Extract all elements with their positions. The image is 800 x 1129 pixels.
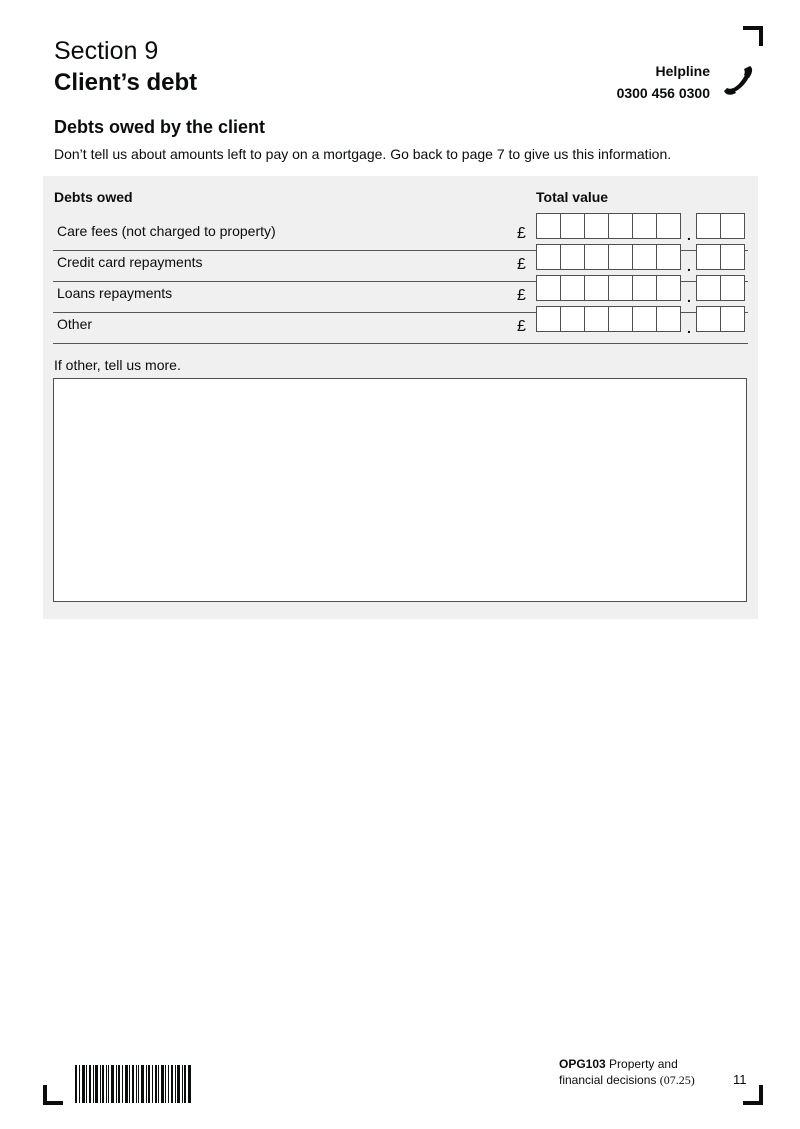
digit-box[interactable] <box>560 275 585 301</box>
debts-heading: Debts owed by the client <box>54 117 266 137</box>
crop-mark-bottom-left <box>43 1085 63 1105</box>
pound-sign: £ <box>517 287 526 304</box>
barcode-icon <box>75 1065 191 1103</box>
pence-amount-field[interactable] <box>696 244 745 270</box>
digit-box[interactable] <box>608 275 633 301</box>
digit-box[interactable] <box>656 306 681 332</box>
digit-box[interactable] <box>608 213 633 239</box>
form-title-line-2: financial decisions <box>559 1073 657 1087</box>
digit-box[interactable] <box>608 306 633 332</box>
digit-box[interactable] <box>536 213 561 239</box>
digit-box[interactable] <box>632 244 657 270</box>
debts-intro: Don’t tell us about amounts left to pay on a mortgage. Go back to page 7 to give us this information. <box>54 146 672 162</box>
digit-box[interactable] <box>584 244 609 270</box>
decimal-point: . <box>687 258 691 274</box>
pound-sign: £ <box>517 256 526 273</box>
debt-row-label: Care fees (not charged to property) <box>57 223 276 239</box>
digit-box[interactable] <box>608 244 633 270</box>
digit-box[interactable] <box>656 275 681 301</box>
pence-amount-field[interactable] <box>696 213 745 239</box>
pounds-amount-field[interactable] <box>536 306 681 332</box>
digit-box[interactable] <box>656 244 681 270</box>
digit-box[interactable] <box>584 306 609 332</box>
digit-box[interactable] <box>536 244 561 270</box>
decimal-point: . <box>687 227 691 243</box>
digit-box[interactable] <box>560 213 585 239</box>
digit-box[interactable] <box>696 275 721 301</box>
column-header-total-value: Total value <box>536 189 609 205</box>
page-number: 11 <box>733 1072 747 1087</box>
digit-box[interactable] <box>696 306 721 332</box>
digit-box[interactable] <box>720 213 745 239</box>
decimal-point: . <box>687 289 691 305</box>
other-details-textarea[interactable] <box>53 378 747 602</box>
pence-amount-field[interactable] <box>696 306 745 332</box>
helpline-label: Helpline <box>655 63 710 79</box>
pound-sign: £ <box>517 225 526 242</box>
digit-box[interactable] <box>696 213 721 239</box>
debt-row-label: Loans repayments <box>57 285 173 301</box>
pounds-amount-field[interactable] <box>536 213 681 239</box>
pence-amount-field[interactable] <box>696 275 745 301</box>
digit-box[interactable] <box>720 244 745 270</box>
digit-box[interactable] <box>696 244 721 270</box>
helpline-number: 0300 456 0300 <box>616 85 710 101</box>
decimal-point: . <box>687 320 691 336</box>
digit-box[interactable] <box>720 275 745 301</box>
section-label: Section 9 <box>54 37 159 65</box>
digit-box[interactable] <box>632 306 657 332</box>
column-header-debts-owed: Debts owed <box>54 189 133 205</box>
digit-box[interactable] <box>584 213 609 239</box>
crop-mark-top-right <box>743 26 763 46</box>
debt-row-label: Other <box>57 316 93 332</box>
digit-box[interactable] <box>536 306 561 332</box>
form-title-line-1: Property and <box>609 1057 678 1071</box>
other-details-label: If other, tell us more. <box>54 357 181 373</box>
digit-box[interactable] <box>632 275 657 301</box>
crop-mark-bottom-right <box>743 1085 763 1105</box>
form-reference <box>559 1056 695 1088</box>
pounds-amount-field[interactable] <box>536 244 681 270</box>
pound-sign: £ <box>517 318 526 335</box>
digit-box[interactable] <box>632 213 657 239</box>
helpline <box>617 62 710 102</box>
section-title: Client’s debt <box>54 69 198 96</box>
debt-row-label: Credit card repayments <box>57 254 203 270</box>
debt-row-other <box>53 313 748 344</box>
digit-box[interactable] <box>656 213 681 239</box>
phone-icon <box>720 62 756 100</box>
digit-box[interactable] <box>560 306 585 332</box>
digit-box[interactable] <box>720 306 745 332</box>
pounds-amount-field[interactable] <box>536 275 681 301</box>
digit-box[interactable] <box>536 275 561 301</box>
form-version: (07.25) <box>659 1073 695 1087</box>
digit-box[interactable] <box>584 275 609 301</box>
form-code: OPG103 <box>559 1057 606 1071</box>
digit-box[interactable] <box>560 244 585 270</box>
